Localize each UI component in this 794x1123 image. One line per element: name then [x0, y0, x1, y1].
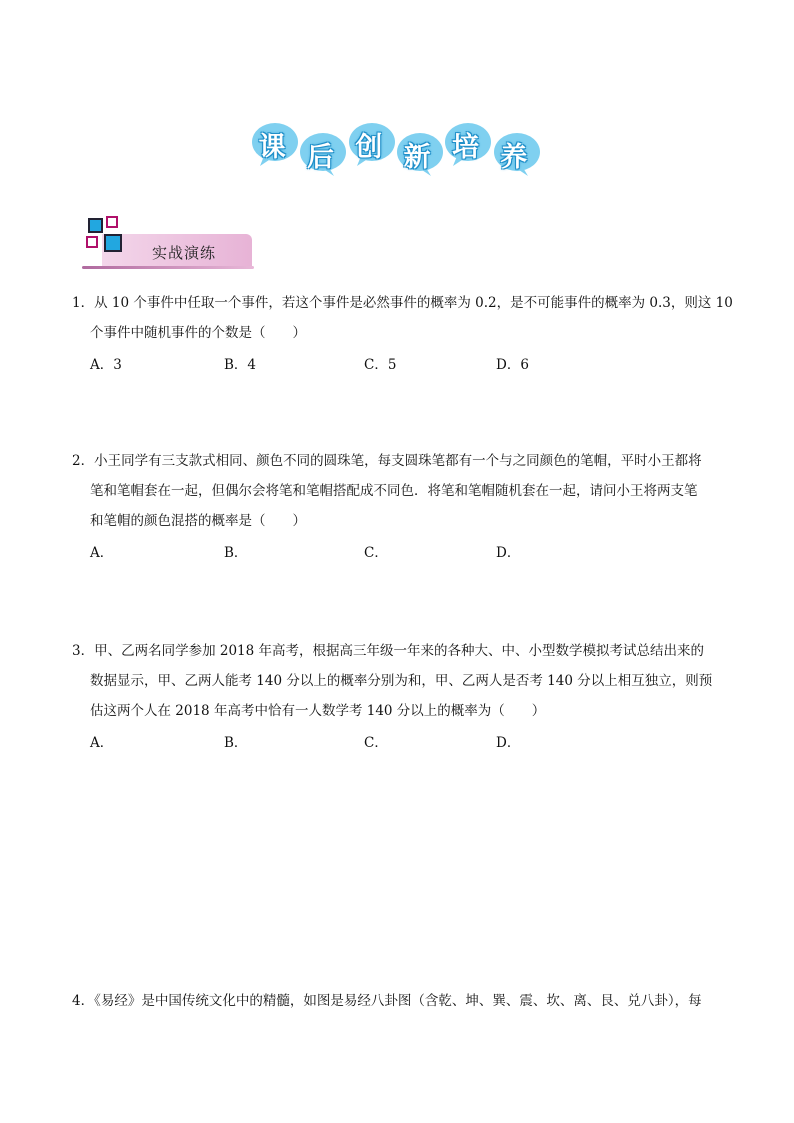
option-d: D．	[496, 545, 521, 561]
question-text: 3．甲、乙两名同学参加 2018 年高考，根据高三年级一年来的各种大、中、小型数学模拟考试总结出来的	[72, 643, 705, 659]
banner-char: 养	[500, 141, 528, 173]
question-text: 和笔帽的颜色混搭的概率是（ ）	[90, 513, 306, 529]
question-text: 数据显示，甲、乙两人能考 140 分以上的概率分别为和，甲、乙两人是否考 140 分以上相互独立，则预	[90, 673, 713, 689]
squares-icon	[104, 234, 122, 252]
squares-icon	[86, 236, 98, 248]
option-a: A．	[90, 545, 114, 561]
option-c: C．	[364, 735, 388, 751]
banner-bubble	[250, 120, 294, 168]
question-text: 2．小王同学有三支款式相同、颜色不同的圆珠笔，每支圆珠笔都有一个与之同颜色的笔帽，平时小王都将	[72, 453, 702, 469]
banner-char: 培	[451, 131, 479, 163]
question-text: 个事件中随机事件的个数是（ ）	[90, 325, 306, 341]
squares-icon	[88, 218, 103, 233]
question-text: 估这两个人在 2018 年高考中恰有一人数学考 140 分以上的概率为（ ）	[90, 703, 546, 719]
question-4	[72, 986, 732, 1016]
question-text: 笔和笔帽套在一起，但偶尔会将笔和笔帽搭配成不同色．将笔和笔帽随机套在一起，请问小王将两支笔	[90, 483, 698, 499]
banner-char: 后	[306, 141, 334, 173]
option-c: C．5	[364, 357, 397, 373]
section-header	[80, 212, 255, 272]
option-a: A．	[90, 735, 114, 751]
question-text: 4．《易经》是中国传统文化中的精髓，如图是易经八卦图（含乾、坤、巽、震、坎、离、艮、兑八卦），每	[72, 993, 702, 1009]
section-tab	[102, 234, 252, 268]
banner-char: 创	[355, 131, 383, 163]
option-b: B．	[224, 735, 248, 751]
question-2	[72, 446, 732, 568]
banner-bubble	[347, 120, 391, 168]
banner-bubble	[492, 130, 536, 178]
banner-char: 课	[258, 131, 286, 163]
option-a: A．3	[90, 357, 122, 373]
question-1	[72, 288, 732, 380]
section-title: 实战演练	[152, 244, 217, 262]
option-b: B．4	[224, 357, 257, 373]
banner-bubble	[443, 120, 487, 168]
banner-bubble	[395, 130, 439, 178]
banner-bubble	[298, 130, 342, 178]
options-row	[72, 350, 732, 380]
options-row	[72, 728, 732, 758]
question-text: 1．从 10 个事件中任取一个事件，若这个事件是必然事件的概率为 0.2，是不可能事件的概率为 0.3，则这 10	[72, 295, 733, 311]
option-d: D．	[496, 735, 521, 751]
question-3	[72, 636, 732, 758]
section-underline	[82, 266, 254, 269]
title-banner	[250, 116, 540, 188]
options-row	[72, 538, 732, 568]
banner-char: 新	[403, 141, 431, 173]
option-c: C．	[364, 545, 388, 561]
option-d: D．6	[496, 357, 529, 373]
option-b: B．	[224, 545, 248, 561]
squares-icon	[106, 216, 118, 228]
